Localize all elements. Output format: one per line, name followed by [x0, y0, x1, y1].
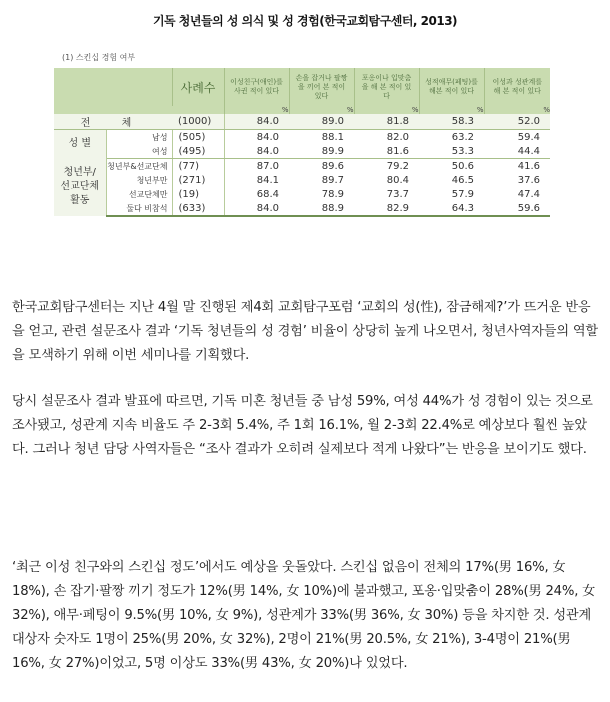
table-cell: 50.6: [451, 160, 474, 172]
group-label-gender: 성 별: [54, 130, 106, 159]
table-cell: 84.0: [224, 201, 289, 216]
unit-label: %: [484, 106, 550, 114]
table-cell: 89.0: [289, 114, 354, 130]
row-label: 남성: [106, 130, 172, 145]
total-label: 전 체: [54, 114, 172, 130]
sample-count: (633): [172, 201, 224, 216]
table-row: [54, 159, 550, 174]
table-cell: 79.2: [386, 160, 409, 172]
sample-count: (1000): [172, 114, 224, 130]
table-cell: 81.8: [354, 114, 419, 130]
unit-label: %: [224, 106, 289, 114]
survey-table: [54, 68, 550, 217]
table-cell: 41.6: [517, 160, 540, 172]
table-subtitle: (1) 스킨십 경험 여부: [62, 53, 136, 62]
group-label-activity: [54, 159, 106, 217]
table-cell: 64.3: [419, 201, 484, 216]
unit-label: %: [354, 106, 419, 114]
row-label: 둘다 비참석: [106, 201, 172, 216]
sample-count: (505): [172, 130, 224, 145]
group-label-line: 선교단체: [60, 181, 100, 193]
table-cell: 73.7: [386, 188, 409, 200]
table-cell: 58.3: [419, 114, 484, 130]
article-paragraph: ‘최근 이성 친구와의 스킨십 정도’에서도 예상을 웃돌았다. 스킨십 없음이 전체의 17%(男 16%, 女 18%), 손 잡기·팔짱 끼기 정도가 12%(男 14%, 女 10%)에 불과했고, 포옹·입맞춤이 28%(男 24%, 女 32%), 애무·페팅이 9.5%(男 10%, 女 9%), 성관계가 33%(男 36%, 女 30%) 등을 차지한 것. 성관계 대상자 숫자도 1명이 25%(男 20%, 女 32%), 2명이 21%(男 20.5%, 女 21%), 3-4명이 21%(男 16%, 女 27%)이었고, 5명 이상도 33%(男 43%, 女 20%)나 있었다.: [12, 560, 596, 671]
table-row: [54, 187, 550, 201]
table-cell: 37.6: [517, 174, 540, 186]
count-header: 사례수: [172, 68, 224, 106]
unit-label: %: [289, 106, 354, 114]
table-cell: 82.9: [354, 201, 419, 216]
table-cell: 57.9: [451, 188, 474, 200]
sample-count: (19): [172, 187, 224, 201]
unit-blank: [54, 106, 224, 114]
table-cell: 59.4: [517, 131, 540, 143]
table-cell: 52.0: [484, 114, 550, 130]
table-row-total: [54, 114, 550, 130]
question-header: 성적애무(페팅)를 해본 적이 있다: [419, 68, 484, 106]
unit-label: %: [419, 106, 484, 114]
table-cell: 80.4: [386, 174, 409, 186]
article-paragraph: 당시 설문조사 결과 발표에 따르면, 기독 미혼 청년들 중 남성 59%, 여성 44%가 성 경험이 있는 것으로 조사됐고, 성관계 지속 비율도 주 2-3회 5.4%, 주 1회 16.1%, 월 2-3회 22.4%로 예상보다 훨씬 높았다. 그러나 청년 담당 사역자들은 “조사 결과가 오히려 실제보다 적게 나왔다”는 반응을 보이기도 했다.: [12, 394, 593, 457]
table-cell: 81.6: [354, 144, 419, 159]
table-cell: 89.9: [289, 144, 354, 159]
table-cell: 88.1: [321, 131, 344, 143]
table-cell: 78.9: [321, 188, 344, 200]
sample-count: (77): [172, 159, 224, 174]
table-row: [54, 173, 550, 187]
figure-title: 기독 청년들의 성 의식 및 성 경험(한국교회탐구센터, 2013): [152, 14, 458, 28]
row-label: 청년부만: [106, 173, 172, 187]
sample-count: (495): [172, 144, 224, 159]
table-cell: 63.2: [451, 131, 474, 143]
group-label-line: 청년부/: [63, 167, 96, 179]
row-label: 선교단체만: [106, 187, 172, 201]
table-cell: 53.3: [419, 144, 484, 159]
group-label-line: 활동: [70, 195, 90, 207]
table-cell: 87.0: [256, 160, 279, 172]
table-row: [54, 144, 550, 159]
table-cell: 59.6: [484, 201, 550, 216]
sample-count: (271): [172, 173, 224, 187]
article-paragraph: 한국교회탐구센터는 지난 4월 말 진행된 제4회 교회탐구포럼 ‘교회의 성(性), 잠금해제?’가 뜨거운 반응을 얻고, 관련 설문조사 결과 ‘기독 청년들의 성 경험’ 비율이 상당히 높게 나오면서, 청년사역자들의 역할을 모색하기 위해 이번 세미나를 기획했다.: [12, 300, 598, 363]
table-cell: 89.7: [321, 174, 344, 186]
question-header: 손을 잡거나 팔짱을 끼어 본 적이 있다: [289, 68, 354, 106]
table-row: [54, 201, 550, 216]
unit-row: [54, 106, 550, 114]
table-cell: 89.6: [321, 160, 344, 172]
table-cell: 84.0: [256, 131, 279, 143]
table-cell: 68.4: [256, 188, 279, 200]
table-cell: 88.9: [289, 201, 354, 216]
table-cell: 84.0: [224, 144, 289, 159]
question-header: 이성과 성관계를 해 본 적이 있다: [484, 68, 550, 106]
table-cell: 46.5: [451, 174, 474, 186]
table-cell: 84.1: [256, 174, 279, 186]
table-cell: 47.4: [517, 188, 540, 200]
row-label: 청년부&선교단체: [106, 159, 172, 174]
header-blank: [54, 68, 172, 106]
table-cell: 82.0: [386, 131, 409, 143]
question-header: 이성친구(애인)를 사귄 적이 있다: [224, 68, 289, 106]
row-label: 여성: [106, 144, 172, 159]
table-row: [54, 130, 550, 145]
question-header: 포옹이나 입맞춤을 해 본 적이 있다: [354, 68, 419, 106]
table-cell: 84.0: [224, 114, 289, 130]
header-row: [54, 68, 550, 106]
table-cell: 44.4: [484, 144, 550, 159]
